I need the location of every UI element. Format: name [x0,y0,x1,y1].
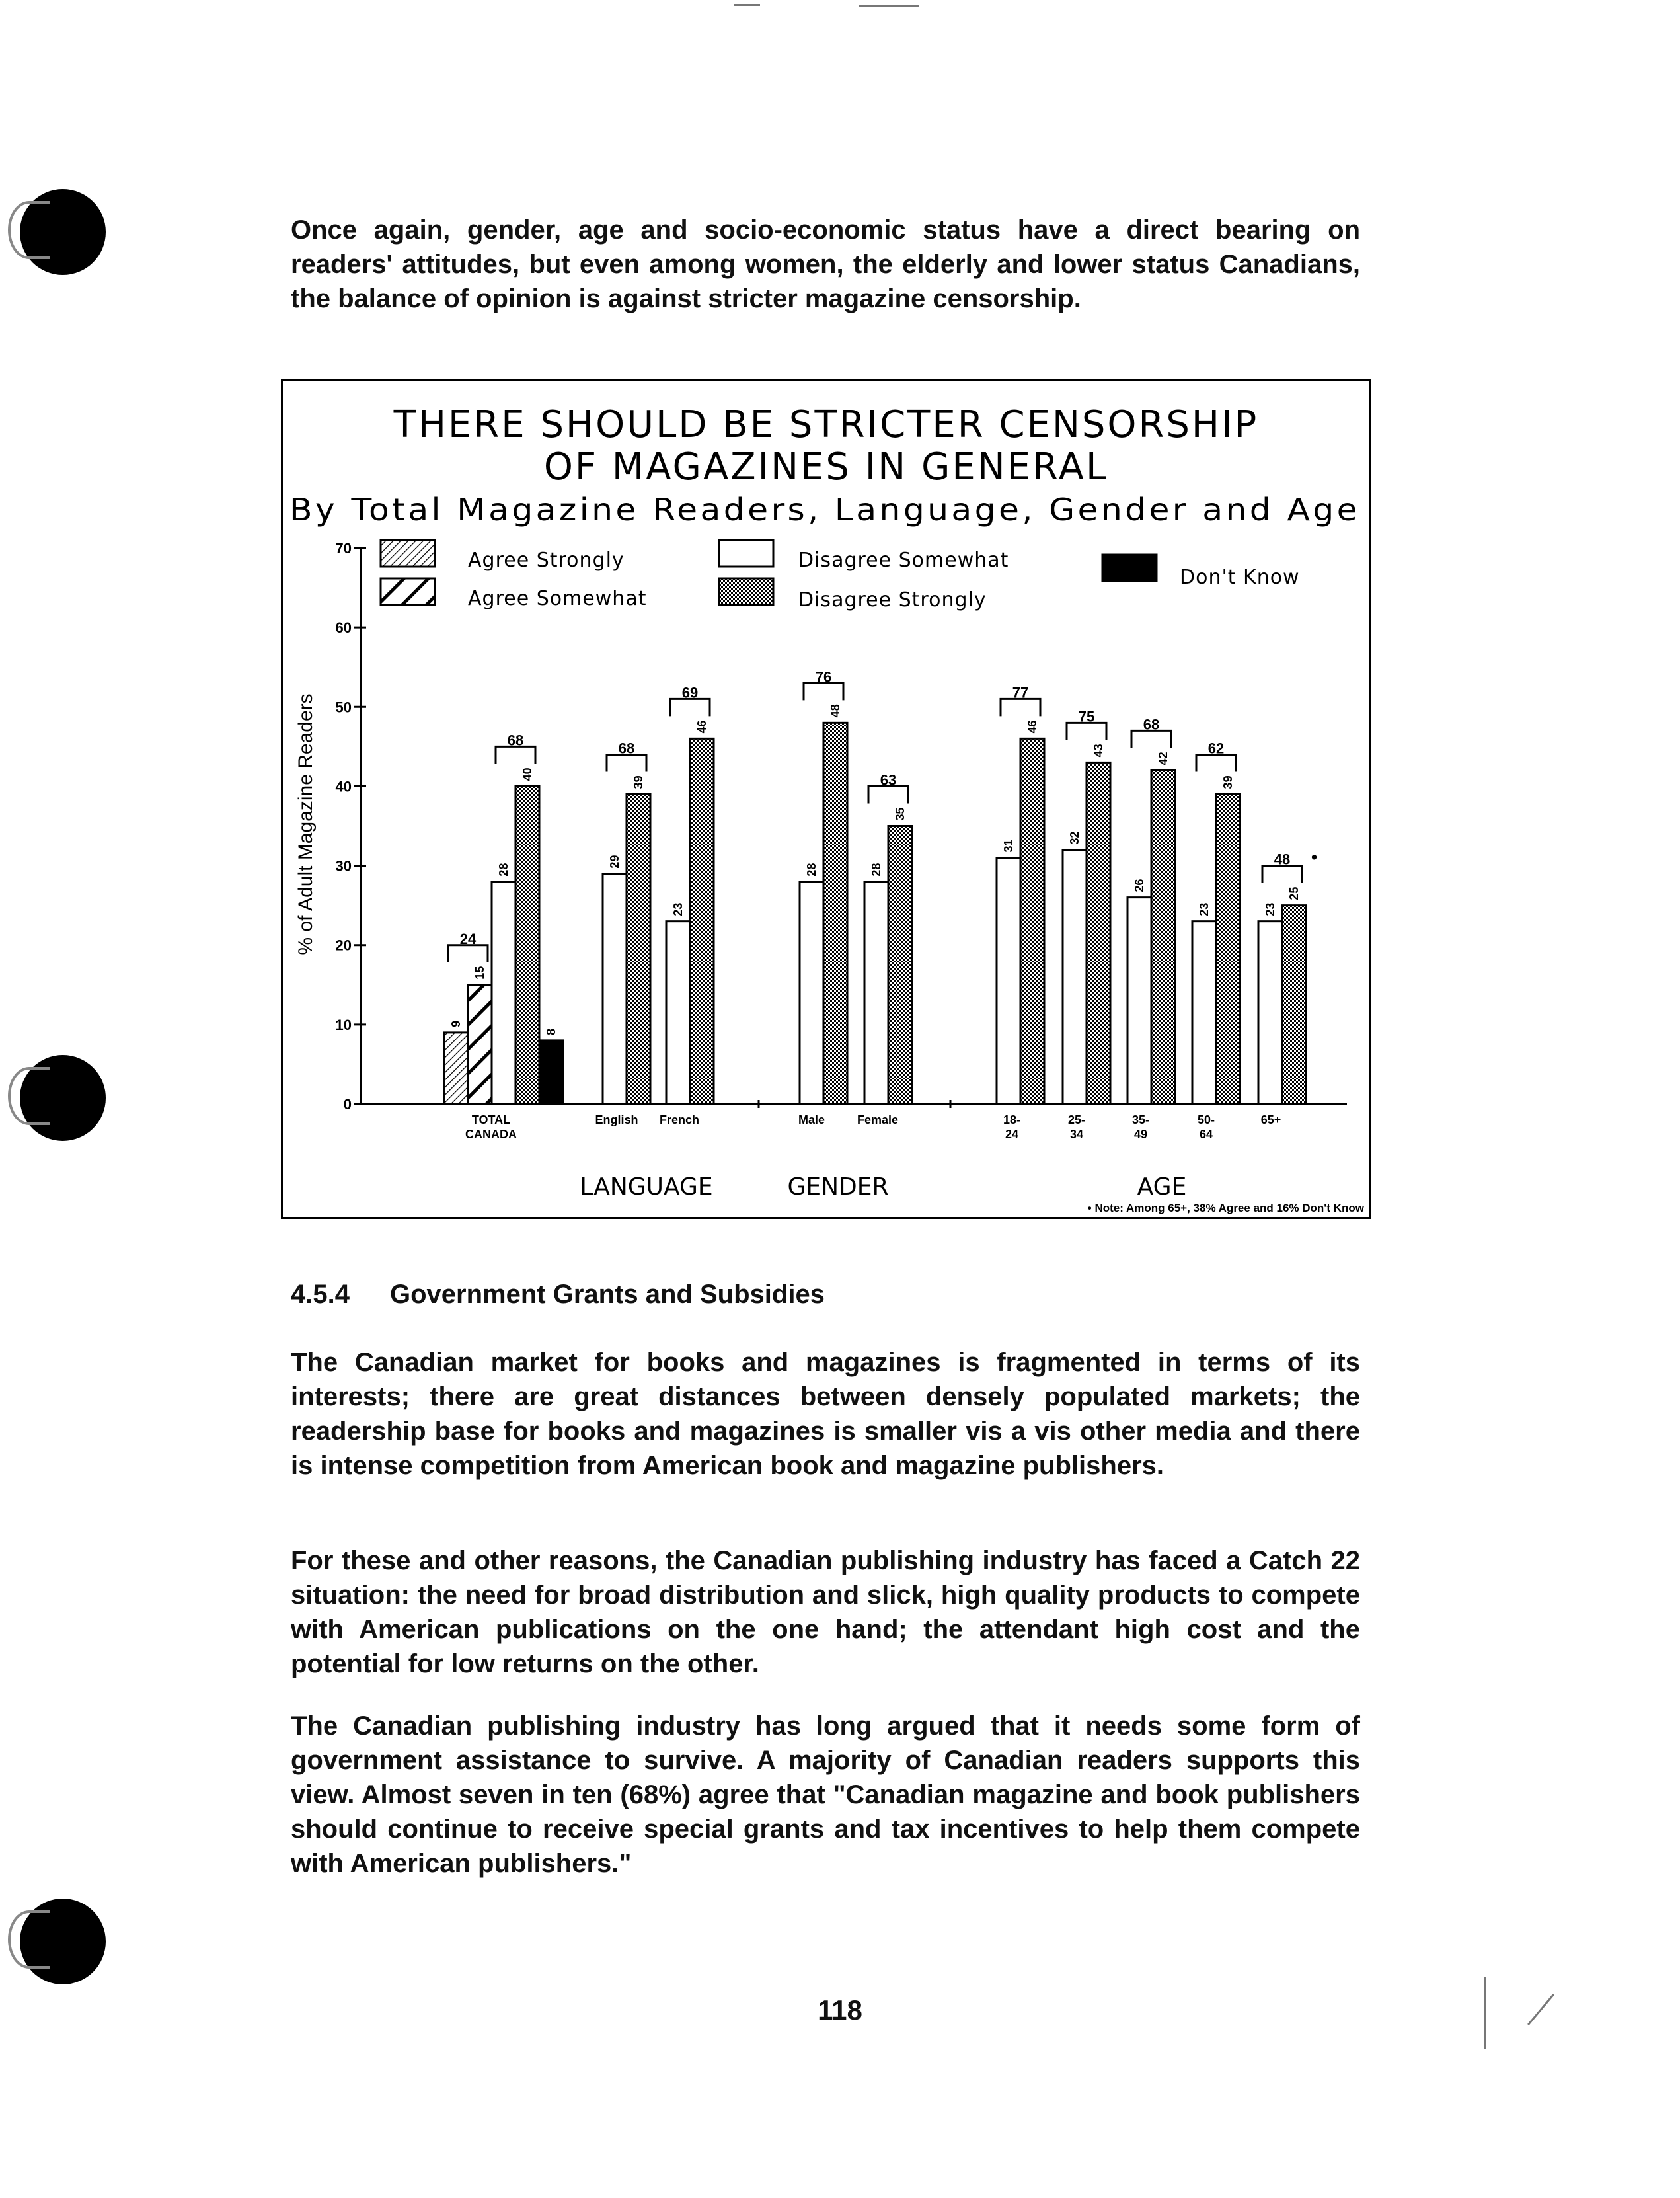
x-category-label: 35- [1131,1113,1150,1126]
bar-disagree-somewhat [864,882,888,1104]
bar-value-label: 28 [870,863,883,877]
bracket-total-label: 68 [1143,716,1160,733]
bracket-total-label: 48 [1274,851,1291,868]
legend-swatch [719,540,773,567]
legend-swatch [719,578,773,605]
bar-value-label: 29 [608,855,621,869]
legend-label: Disagree Strongly [798,588,987,611]
x-category-label-line2: 34 [1069,1128,1084,1141]
bracket [804,683,843,700]
x-category-label: 50- [1197,1113,1215,1126]
bracket [670,699,710,716]
bar-value-label: 46 [695,720,708,734]
group-label: GENDER [787,1173,889,1200]
chart-subtitle: By Total Magazine Readers, Language, Gender and Age [289,492,1360,528]
bar-value-label: 23 [671,902,685,916]
x-category-label-line2: 49 [1133,1128,1148,1141]
bracket [868,787,908,804]
bar-disagree-somewhat [603,874,627,1104]
bar-disagree-somewhat [1192,922,1216,1104]
bracket [1067,723,1106,740]
bracket-total-label: 76 [815,668,832,686]
bar-disagree-somewhat [492,882,515,1104]
bracket [1001,699,1040,716]
bar-value-label: 43 [1092,744,1105,758]
x-category-label: French [659,1113,700,1126]
bar-value-label: 39 [632,775,645,789]
bracket-total-label: 69 [681,684,699,701]
group-label: LANGUAGE [580,1173,713,1200]
chart-title-line2: OF MAGAZINES IN GENERAL [543,446,1109,489]
y-tick-label: 10 [335,1016,352,1033]
paragraph-catch22: For these and other reasons, the Canadian publishing industry has faced a Catch 22 situation: the need for broad distribution and slick, high quality products to compete with American publications on the one hand; the attendant high cost and the potential for low returns on the other. [291,1546,1360,1678]
x-category-label: TOTAL [471,1113,511,1126]
x-category-label: Male [798,1113,825,1126]
bar-value-label: 23 [1264,902,1277,916]
y-tick-label: 50 [335,699,352,716]
x-category-label-line2: 64 [1199,1128,1213,1141]
bar-value-label: 40 [521,767,534,781]
x-category-label-line2: 24 [1005,1128,1019,1141]
bar-disagree-strongly [823,723,847,1104]
chart-footnote: • Note: Among 65+, 38% Agree and 16% Don't Know [1087,1202,1364,1214]
bar-value-label: 26 [1133,879,1146,892]
bar-value-label: 23 [1198,902,1211,916]
paragraph-assistance: The Canadian publishing industry has long argued that it needs some form of government assistance to survive. A majority of Canadian readers supports this view. Almost seven in ten (68%) agree that "Canadian magazine and book publishers should continue to receive special grants and tax incentives to help them compete with American publishers." [291,1711,1360,1878]
bracket-note-marker: • [1311,847,1318,867]
bar-value-label: 25 [1287,886,1301,900]
section-number: 4.5.4 [291,1280,350,1309]
y-tick-label: 40 [335,778,352,795]
bar-value-label: 28 [497,863,510,877]
scan-speck [859,5,919,7]
bar-disagree-somewhat [666,922,690,1104]
x-category-label: English [595,1113,638,1126]
bracket [448,945,488,962]
y-tick-label: 30 [335,857,352,875]
bar-disagree-strongly [627,794,650,1104]
y-tick-label: 60 [335,619,352,637]
y-tick-label: 0 [343,1096,352,1113]
bar-value-label: 8 [545,1028,558,1035]
bracket [607,754,646,771]
bracket-total-label: 77 [1012,684,1029,701]
punch-hole-top [20,189,106,275]
bracket [1131,730,1171,748]
y-tick-label: 20 [335,937,352,954]
legend-swatch [1102,555,1157,581]
bracket-total-label: 63 [880,771,897,789]
group-label: AGE [1137,1173,1187,1200]
section-title: Government Grants and Subsidies [390,1280,825,1309]
bar-value-label: 9 [449,1020,463,1027]
y-axis-label: % of Adult Magazine Readers [295,693,317,955]
bracket-total-label: 75 [1078,708,1095,725]
bar-disagree-strongly [1020,738,1044,1104]
bar-don-t-know [539,1040,563,1104]
bar-value-label: 32 [1068,831,1081,845]
x-category-label: 25- [1067,1113,1086,1126]
bar-disagree-strongly [888,826,912,1105]
bracket-total-label: 24 [459,930,477,947]
x-category-label: 65+ [1260,1113,1281,1126]
bar-value-label: 35 [894,807,907,821]
bar-disagree-strongly [515,786,539,1104]
bar-disagree-strongly [1282,906,1306,1104]
legend-label: Disagree Somewhat [798,549,1009,572]
bar-disagree-somewhat [997,858,1020,1104]
bracket-total-label: 68 [618,740,635,757]
bar-disagree-somewhat [1258,922,1282,1104]
y-tick-label: 70 [335,540,352,557]
section-heading [291,1280,825,1310]
bracket-total-label: 62 [1207,740,1225,757]
chart-canvas [283,381,1369,1217]
x-category-label: Female [857,1113,899,1126]
bar-value-label: 42 [1157,752,1170,765]
bar-value-label: 28 [805,863,818,877]
bar-disagree-strongly [690,738,714,1104]
intro-paragraph: Once again, gender, age and socio-economic status have a direct bearing on readers' attitudes, but even among women, the elderly and lower status Canadians, the balance of opinion is against stricter magazine censorship. [291,216,1360,313]
bracket [1262,866,1302,883]
bar-agree-somewhat [468,985,492,1104]
legend-swatch [381,540,435,567]
bar-disagree-strongly [1151,770,1175,1104]
bar-disagree-somewhat [1063,850,1087,1104]
bracket [1196,754,1236,771]
bar-disagree-strongly [1087,762,1110,1104]
bar-value-label: 39 [1221,775,1235,789]
x-category-label-line2: CANADA [465,1128,517,1141]
bar-disagree-somewhat [800,882,823,1104]
bar-value-label: 31 [1002,839,1015,853]
x-category-label: 18- [1003,1113,1021,1126]
bar-value-label: 15 [473,966,486,980]
scan-speck [734,4,760,6]
legend-label: Don't Know [1180,566,1300,589]
punch-hole-middle [20,1055,106,1141]
chart-title: THERE SHOULD BE STRICTER CENSORSHIP [393,403,1259,446]
censorship-chart [281,379,1371,1219]
legend-swatch [381,578,435,605]
punch-hole-bottom [20,1899,106,1984]
bar-disagree-somewhat [1127,898,1151,1104]
bar-value-label: 48 [829,704,842,718]
bar-value-label: 46 [1026,720,1039,734]
bracket-total-label: 68 [507,732,524,749]
bracket [496,746,535,764]
page-number: 118 [818,1994,862,2025]
legend-label: Agree Somewhat [468,587,647,610]
bar-agree-strongly [444,1033,468,1104]
legend-label: Agree Strongly [468,549,625,572]
bar-disagree-strongly [1216,794,1240,1104]
paragraph-market: The Canadian market for books and magazines is fragmented in terms of its interests; there are great distances between densely populated markets; the readership base for books and magazines is smaller vis a vis other media and there is intense competition from American book and magazine publishers. [291,1348,1360,1480]
